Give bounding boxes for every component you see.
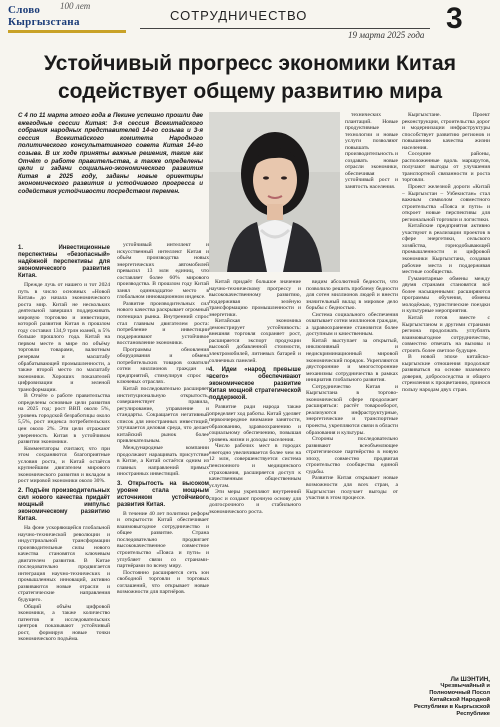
portrait-image <box>209 112 340 272</box>
text-column-3 <box>209 279 301 720</box>
article-paragraph: Китай готов вместе с Кыргызстаном и другими странами региона продолжать углублять взаимовыгодное сотрудничество, совместно отвечать на вызовы и строить более светлое будущее. <box>402 314 490 354</box>
article-paragraph: Сотрудничество Китая и Кыргызстана в торгово-экономической сфере продолжает расширяться: растёт товарооборот, реализуются инфраструктурные, энергетические и транспортные проекты, укрепляются связи в области образования и культуры. <box>306 383 398 436</box>
article-paragraph: Эти меры укрепляют внутренний спрос и создают прочную основу для долгосрочного и стабильного экономического роста. <box>209 489 301 515</box>
article-paragraph: Соседние районы, расположенные вдоль маршрутов, получают выгоды от улучшения транспортной связанности и роста торговли. <box>402 151 490 184</box>
article-paragraph: Китай придаёт большое значение научно-техническому прогрессу и высококачественному развитию, поддерживая зелёную трансформацию промышленности и энергетики. <box>209 279 301 318</box>
article-subheading: 3. Открытость на высоком уровне стала мощным источником устойчивого развития Китая. <box>117 480 209 508</box>
article-paragraph: Программы обновления оборудования и обмена потребительских товаров охватили сотни миллионов граждан и предприятий, стимулируя спрос в ключевых отраслях. <box>117 346 209 386</box>
page-number: 3 <box>446 2 463 35</box>
article-title: Устойчивый прогресс экономики Китая содействует общему развитию мира <box>44 52 456 103</box>
article-paragraph: Развитие Китая открывает новые возможности для всех стран, а Кыргызстан получает выгоды от участия в этом процессе. <box>306 475 398 502</box>
article-paragraph: Развитие производительных сил нового качества раскрывает огромный потенциал рынка. Внутренний спрос стал главным двигателем роста: потребление и инвестиции поддерживают устойчивое восстановление экономики. <box>117 300 209 347</box>
article-paragraph: В Отчёте о работе правительства определены основные цели развития на 2025 год: рост ВВП около 5%, уровень городской безработицы около 5,5%, рост индекса потребительских цен около 2%. Эти цели отражают уверенность Китая в устойчивом развитии экономики. <box>18 393 110 446</box>
article-paragraph: Постоянно расширяется сеть зон свободной торговли и торговых соглашений, что открывает новые возможности для партнёров. <box>117 569 209 596</box>
article-paragraph: технических плантаций. Новые продуктивные технологии и новые услуги позволяют повышать производительность и создавать новые отрасли экономики, обеспечивая устойчивый рост и занятость населения. <box>345 112 398 191</box>
article-paragraph: Число рабочих мест в городах ежегодно увеличивается более чем на 12 млн, совершенствуется система пенсионного и медицинского страхования, расширяется доступ к качественным общественным услугам. <box>209 443 301 489</box>
article-lead: С 4 по 11 марта этого года в Пекине успешно прошли две ежегодные сессии Китая: 3-я сессия Всекитайского собрания народных представителей 14-го созыва и 3-я сессия Всекитайского комитета Народного политического консультативного совета Китая 14-го созыва. В их ходе приняты важные решения, такие как Отчёт о работе правительства, а также определены цели и задачи социально-экономического развития Китая в 2025 году, заданы новые ориентиры экономического развития и устойчивого прогресса и содействия устойчивости посредством перемен. <box>18 112 203 195</box>
article-paragraph: Общий объём цифровой экономики, а также количество патентов и исследовательских центров показывают устойчивый рост, формируя новые точки экономического подъёма. <box>18 603 110 643</box>
article-paragraph: Стороны последовательно развивают всеобъемлющее стратегическое партнёрство в новую эпоху, совместно продвигая строительство сообщества единой судьбы. <box>306 436 398 475</box>
article-subheading: 1. Инвестиционные перспективы «безопасный» надёжной перспективы для экономического развития Китая. <box>18 245 110 279</box>
logo-stripe <box>8 30 126 33</box>
header-divider <box>140 28 430 29</box>
article-paragraph: Китайская экономика демонстрирует устойчивость: внешняя торговля сохраняет рост, расширяется экспорт продукции высокой добавленной стоимости, электромобилей, литиевых батарей и солнечных панелей. <box>209 318 301 364</box>
article-paragraph: Китайские предприятия активно участвуют в реализации проектов в сфере энергетики, сельского хозяйства, горнодобывающей промышленности и цифровой экономики Кыргызстана, создавая рабочие места и поддерживая местные сообщества. <box>402 223 490 276</box>
author-signature <box>402 676 490 718</box>
text-column-1 <box>18 242 110 720</box>
text-column-4 <box>306 279 398 720</box>
newspaper-header <box>0 0 500 40</box>
article-paragraph: На фоне ускоряющейся глобальной научно-технической революции и индустриальной трансформации производительные силы нового качества становятся ключевым двигателем развития. В Китае последовательно продвигается интеграция научно-технических и промышленных инноваций, активно развиваются новые отрасли и стратегические направления будущего. <box>18 524 110 603</box>
author-name: Ли ШЭНТИН, <box>450 676 490 683</box>
article-paragraph: Развитие ради народа также определяет ход работы. Китай уделяет первоочередное внимание занятости, образованию, здравоохранению и социальному обеспечению, повышая уровень жизни и доходы населения. <box>209 404 301 443</box>
article-paragraph: В новой эпохе китайско-кыргызские отношения продолжат развиваться на основе взаимного доверия, добрососедства и общего стремления к процветанию, принося пользу народам двух стран. <box>402 354 490 393</box>
text-column-3-top <box>345 112 398 274</box>
text-column-2 <box>117 242 209 720</box>
article-paragraph: Международные компании продолжают наращивать присутствие в Китае, а Китай остаётся одним из главных направлений прямых иностранных инвестиций. <box>117 444 209 478</box>
article-paragraph: Прежде лучь от нашего и тот 2024 путь в число основных «Новой Китая» до начала экономического роста мир. Китай не нескольких деятельной завершил поддерживать мировую торговлю и инвестиции, которой развития Китая в прошлом году составил 134,9 трлн юаней, в 5% больше прошлого года. Китай на первом месте в мире по объёму торговли товарами, валютным резервам и масштабу обрабатывающей промышленности, а также второй место по масштабу экономики. Хороших показателей цифровизации и зеленой трансформации. <box>18 282 110 393</box>
article-paragraph: Китай последовательно расширяет институциональную открытость, совершенствует правила, регулирование, управление и стандарты. Сокращается негативный список для иностранных инвестиций, улучшается деловая среда, что делает китайский рынок более привлекательным. <box>117 386 209 445</box>
newspaper-logo[interactable] <box>8 1 128 36</box>
text-column-5 <box>402 112 490 672</box>
article-paragraph: Проект железной дороги «Китай – Кыргызстан – Узбекистан» стал важным символом совместного строительства «Пояса и пути» и откроет новые перспективы для региональной торговли и логистики. <box>402 184 490 223</box>
article-paragraph: Гуманитарные обмены между двумя странами становятся всё более насыщенными: расширяются программы обучения, обмены молодёжью, туристические поездки и культурные мероприятия. <box>402 275 490 315</box>
article-paragraph: видим абсолютной бедности, что позволило решить проблему бедности для сотен миллионов людей и внести значительный вклад в мировое дело борьбы с бедностью. <box>306 279 398 312</box>
article-paragraph: Комментаторы считают, что при этом сохраняются благоприятные условия роста, и Китай остаётся крупнейшим двигателем мирового экономического развития и вкладом в рост мировой экономики около 30%. <box>18 445 110 485</box>
logo-word-slovo: Слово <box>8 4 41 16</box>
article-paragraph: В течение 40 лет политики реформ и открытости Китай обеспечивает взаимовыгодное сотрудничество и общее развитие. Страна последовательно продвигает высококачественное совместное строительство «Пояса и пути» и углубляет связи со странами-партнёрами по всему миру. <box>117 510 209 570</box>
portrait-photo <box>209 112 340 272</box>
logo-years: 100 лет <box>60 1 91 11</box>
issue-date: 19 марта 2025 года <box>348 30 425 40</box>
logo-word-kyrgyzstana: Кыргызстана <box>8 16 80 28</box>
article-subheading: 4. Идеи «народ превыше всего» обеспечивают экономическое развитие Китая мощной стратегической поддержкой. <box>209 367 301 402</box>
article-paragraph: Кыргызстане. Проект реконструкции, строительства дорог и модернизации инфраструктуры способствует развитию регионов и повышению качества жизни населения. <box>402 112 490 151</box>
article-subheading: 2. Подъём производительных сил нового качества придаёт мощный импульс экономическому развитию Китая. <box>18 487 110 522</box>
article-paragraph: Система социального обеспечения охватывает сотни миллионов граждан, а здравоохранение становится более доступным и качественным. <box>306 311 398 338</box>
section-title: СОТРУДНИЧЕСТВО <box>170 8 308 23</box>
article-paragraph: устойчивый интеллект и искусственный интеллект Китая и объём производства новых энергетических автомобилей превысил 13 млн единиц, что составляет более 60% мирового производства. В прошлом году Китай занял одиннадцатое место в глобальном инновационном индексе. <box>117 242 209 301</box>
author-title: Чрезвычайный и Полномочный Посол Китайской Народной Республики в Кыргызской Республике <box>413 683 490 717</box>
article-paragraph: Китай выступает за открытый, инклюзивный и недискриминационный мировой экономический порядок. Укрепляются двусторонние и многосторонние механизмы сотрудничества в рамках инициатив глобального развития. <box>306 337 398 384</box>
